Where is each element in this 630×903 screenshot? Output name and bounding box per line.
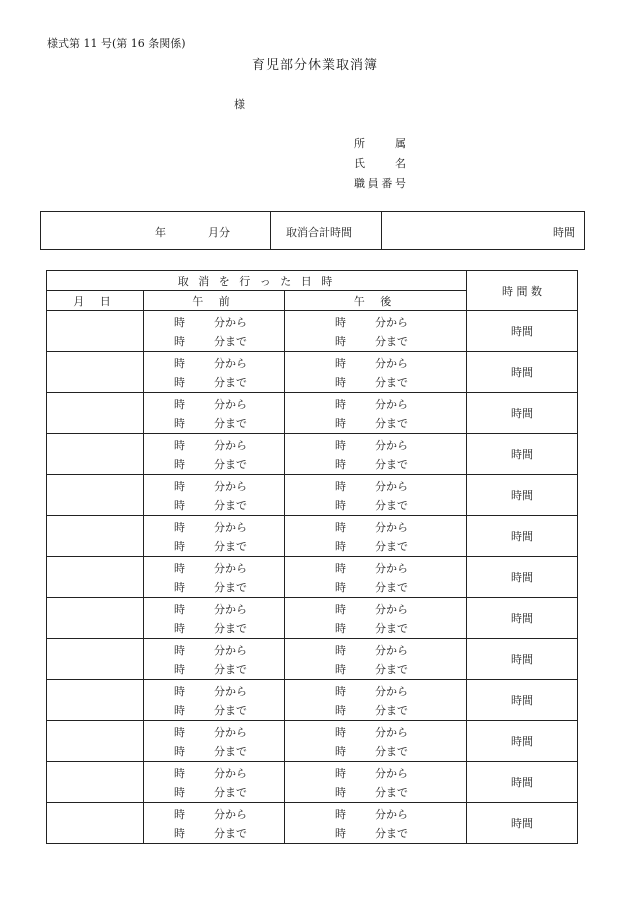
minute-to-text: 分まで (214, 621, 247, 635)
pm-time-cell (285, 741, 467, 762)
minute-from-text: 分から (375, 315, 408, 329)
hour-unit: 時 (335, 498, 346, 512)
hour-unit: 時 (335, 826, 346, 840)
hours-cell: 時間 (467, 352, 578, 393)
header-cancelled-datetime: 取 消 を 行 っ た 日 時 (47, 271, 467, 291)
am-time-cell (144, 741, 285, 762)
minute-to-text: 分まで (214, 662, 247, 676)
minute-to-text: 分まで (214, 539, 247, 553)
hour-unit: 時 (174, 356, 185, 370)
am-time-cell (144, 331, 285, 352)
hours-cell: 時間 (467, 557, 578, 598)
minute-to-text: 分まで (375, 580, 408, 594)
minute-from-text: 分から (214, 479, 247, 493)
pm-time-cell (285, 454, 467, 475)
hour-unit: 時 (335, 643, 346, 657)
minute-from-text: 分から (214, 643, 247, 657)
pm-time-cell (285, 598, 467, 619)
minute-to-text: 分まで (375, 703, 408, 717)
hour-unit: 時 (335, 457, 346, 471)
date-cell (47, 475, 144, 516)
summary-hours-unit: 時間 (553, 226, 575, 239)
hour-unit: 時 (335, 684, 346, 698)
minute-to-text: 分まで (375, 662, 408, 676)
summary-year-unit: 年 (155, 226, 166, 239)
hour-unit: 時 (174, 621, 185, 635)
hour-unit: 時 (335, 539, 346, 553)
hour-unit: 時 (335, 479, 346, 493)
hour-unit: 時 (174, 498, 185, 512)
affiliation-label: 所 属 (354, 137, 406, 150)
minute-from-text: 分から (375, 602, 408, 616)
page-title: 育児部分休業取消簿 (251, 58, 378, 73)
minute-from-text: 分から (375, 479, 408, 493)
hour-unit: 時 (174, 744, 185, 758)
pm-time-cell (285, 311, 467, 332)
hour-unit: 時 (174, 520, 185, 534)
pm-time-cell (285, 331, 467, 352)
pm-time-cell (285, 557, 467, 578)
minute-to-text: 分まで (375, 334, 408, 348)
hours-cell: 時間 (467, 803, 578, 844)
pm-time-cell (285, 700, 467, 721)
hours-cell: 時間 (467, 393, 578, 434)
table-row (47, 639, 578, 660)
pm-time-cell (285, 372, 467, 393)
date-cell (47, 762, 144, 803)
hour-unit: 時 (174, 375, 185, 389)
hour-unit: 時 (335, 416, 346, 430)
am-time-cell (144, 639, 285, 660)
pm-time-cell (285, 659, 467, 680)
am-time-cell (144, 536, 285, 557)
table-row (47, 352, 578, 373)
employee-number-label: 職員番号 (354, 177, 406, 190)
table-row (47, 475, 578, 496)
minute-from-text: 分から (375, 397, 408, 411)
hour-unit: 時 (335, 561, 346, 575)
employee-number-field (354, 175, 406, 191)
hour-unit: 時 (174, 561, 185, 575)
am-time-cell (144, 659, 285, 680)
pm-time-cell (285, 536, 467, 557)
hours-cell: 時間 (467, 721, 578, 762)
hour-unit: 時 (335, 375, 346, 389)
minute-to-text: 分まで (375, 621, 408, 635)
am-time-cell (144, 557, 285, 578)
minute-to-text: 分まで (214, 334, 247, 348)
hour-unit: 時 (335, 807, 346, 821)
hour-unit: 時 (174, 684, 185, 698)
hour-unit: 時 (174, 438, 185, 452)
hours-cell: 時間 (467, 762, 578, 803)
hour-unit: 時 (174, 416, 185, 430)
table-row (47, 680, 578, 701)
hour-unit: 時 (335, 744, 346, 758)
summary-hours-cell (382, 212, 584, 249)
summary-total-label-cell (271, 212, 382, 249)
hour-unit: 時 (174, 725, 185, 739)
date-cell (47, 393, 144, 434)
minute-to-text: 分まで (375, 457, 408, 471)
hour-unit: 時 (335, 397, 346, 411)
pm-time-cell (285, 393, 467, 414)
hour-unit: 時 (335, 334, 346, 348)
table-row (47, 311, 578, 332)
hours-cell: 時間 (467, 680, 578, 721)
date-cell (47, 639, 144, 680)
am-time-cell (144, 803, 285, 824)
summary-total-label: 取消合計時間 (286, 226, 352, 239)
date-cell (47, 557, 144, 598)
hour-unit: 時 (335, 315, 346, 329)
date-cell (47, 721, 144, 762)
hours-cell: 時間 (467, 434, 578, 475)
minute-from-text: 分から (214, 684, 247, 698)
minute-from-text: 分から (214, 356, 247, 370)
hour-unit: 時 (335, 621, 346, 635)
hour-unit: 時 (174, 643, 185, 657)
pm-time-cell (285, 413, 467, 434)
minute-to-text: 分まで (214, 580, 247, 594)
hour-unit: 時 (174, 766, 185, 780)
table-row (47, 393, 578, 414)
minute-from-text: 分から (214, 438, 247, 452)
minute-from-text: 分から (375, 643, 408, 657)
header-pm: 午 後 (285, 291, 467, 311)
table-row (47, 557, 578, 578)
pm-time-cell (285, 495, 467, 516)
minute-to-text: 分まで (214, 744, 247, 758)
minute-from-text: 分から (214, 807, 247, 821)
hour-unit: 時 (174, 703, 185, 717)
minute-to-text: 分まで (375, 744, 408, 758)
minute-to-text: 分まで (214, 785, 247, 799)
table-row (47, 598, 578, 619)
hours-cell: 時間 (467, 639, 578, 680)
summary-period-cell (41, 212, 271, 249)
pm-time-cell (285, 803, 467, 824)
am-time-cell (144, 372, 285, 393)
date-cell (47, 352, 144, 393)
minute-to-text: 分まで (375, 498, 408, 512)
hour-unit: 時 (174, 580, 185, 594)
am-time-cell (144, 700, 285, 721)
header-hours: 時 間 数 (467, 271, 578, 311)
date-cell (47, 434, 144, 475)
name-field (354, 155, 406, 171)
pm-time-cell (285, 680, 467, 701)
date-cell (47, 803, 144, 844)
hour-unit: 時 (335, 356, 346, 370)
minute-from-text: 分から (375, 520, 408, 534)
minute-from-text: 分から (375, 356, 408, 370)
minute-to-text: 分まで (214, 703, 247, 717)
minute-from-text: 分から (214, 766, 247, 780)
hour-unit: 時 (174, 334, 185, 348)
minute-from-text: 分から (214, 397, 247, 411)
am-time-cell (144, 782, 285, 803)
minute-to-text: 分まで (214, 498, 247, 512)
table-row (47, 721, 578, 742)
hours-cell: 時間 (467, 475, 578, 516)
hour-unit: 時 (335, 785, 346, 799)
summary-month-unit: 月分 (208, 226, 230, 239)
am-time-cell (144, 393, 285, 414)
header-date: 月 日 (47, 291, 144, 311)
table-row (47, 434, 578, 455)
hour-unit: 時 (174, 315, 185, 329)
am-time-cell (144, 823, 285, 844)
minute-to-text: 分まで (375, 785, 408, 799)
minute-to-text: 分まで (375, 539, 408, 553)
minute-to-text: 分まで (375, 826, 408, 840)
minute-from-text: 分から (375, 807, 408, 821)
hour-unit: 時 (174, 662, 185, 676)
am-time-cell (144, 352, 285, 373)
date-cell (47, 516, 144, 557)
am-time-cell (144, 577, 285, 598)
hour-unit: 時 (174, 539, 185, 553)
am-time-cell (144, 454, 285, 475)
cancellation-table (46, 270, 578, 844)
pm-time-cell (285, 762, 467, 783)
hour-unit: 時 (174, 457, 185, 471)
minute-from-text: 分から (214, 315, 247, 329)
form-number: 様式第 11 号(第 16 条関係) (47, 37, 186, 50)
hours-cell: 時間 (467, 598, 578, 639)
minute-to-text: 分まで (375, 375, 408, 389)
pm-time-cell (285, 577, 467, 598)
pm-time-cell (285, 618, 467, 639)
am-time-cell (144, 311, 285, 332)
summary-box (40, 211, 585, 250)
am-time-cell (144, 475, 285, 496)
am-time-cell (144, 495, 285, 516)
name-label: 氏 名 (354, 157, 406, 170)
date-cell (47, 598, 144, 639)
pm-time-cell (285, 782, 467, 803)
header-am: 午 前 (144, 291, 285, 311)
hour-unit: 時 (335, 602, 346, 616)
am-time-cell (144, 598, 285, 619)
hour-unit: 時 (174, 785, 185, 799)
hour-unit: 時 (174, 826, 185, 840)
minute-from-text: 分から (375, 725, 408, 739)
am-time-cell (144, 516, 285, 537)
hour-unit: 時 (174, 602, 185, 616)
hour-unit: 時 (335, 725, 346, 739)
hours-cell: 時間 (467, 516, 578, 557)
minute-to-text: 分まで (214, 416, 247, 430)
hour-unit: 時 (335, 438, 346, 452)
addressee-suffix: 様 (234, 98, 245, 111)
minute-from-text: 分から (375, 438, 408, 452)
pm-time-cell (285, 352, 467, 373)
pm-time-cell (285, 516, 467, 537)
minute-to-text: 分まで (214, 457, 247, 471)
table-row (47, 516, 578, 537)
date-cell (47, 311, 144, 352)
minute-to-text: 分まで (214, 375, 247, 389)
hour-unit: 時 (335, 662, 346, 676)
affiliation-field (354, 135, 406, 151)
pm-time-cell (285, 475, 467, 496)
pm-time-cell (285, 434, 467, 455)
pm-time-cell (285, 721, 467, 742)
pm-time-cell (285, 639, 467, 660)
am-time-cell (144, 680, 285, 701)
pm-time-cell (285, 823, 467, 844)
minute-to-text: 分まで (375, 416, 408, 430)
hour-unit: 時 (335, 520, 346, 534)
minute-from-text: 分から (375, 684, 408, 698)
minute-from-text: 分から (214, 561, 247, 575)
minute-from-text: 分から (375, 561, 408, 575)
minute-from-text: 分から (214, 725, 247, 739)
hour-unit: 時 (174, 479, 185, 493)
minute-from-text: 分から (214, 520, 247, 534)
hour-unit: 時 (335, 703, 346, 717)
minute-from-text: 分から (375, 766, 408, 780)
hour-unit: 時 (174, 807, 185, 821)
hours-cell: 時間 (467, 311, 578, 352)
hour-unit: 時 (335, 766, 346, 780)
am-time-cell (144, 413, 285, 434)
hour-unit: 時 (174, 397, 185, 411)
date-cell (47, 680, 144, 721)
am-time-cell (144, 434, 285, 455)
minute-from-text: 分から (214, 602, 247, 616)
minute-to-text: 分まで (214, 826, 247, 840)
hour-unit: 時 (335, 580, 346, 594)
am-time-cell (144, 618, 285, 639)
table-row (47, 803, 578, 824)
table-row (47, 762, 578, 783)
am-time-cell (144, 721, 285, 742)
am-time-cell (144, 762, 285, 783)
